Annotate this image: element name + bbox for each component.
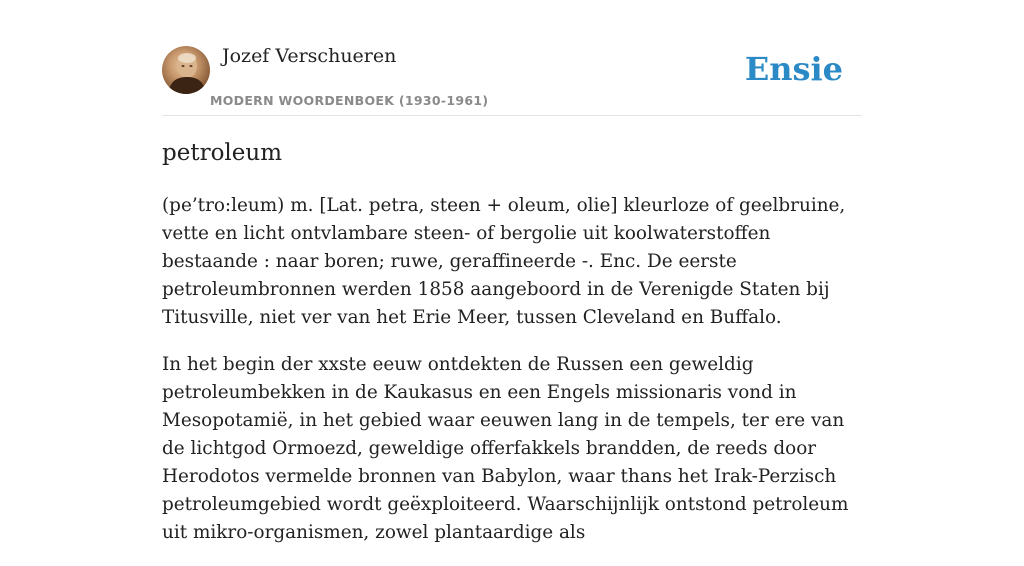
source-label[interactable]: MODERN WOORDENBOEK (1930-1961): [210, 93, 489, 108]
page: [162, 0, 862, 543]
entry-paragraph-1: (pe’tro:leum) m. [Lat. petra, steen + oleum, olie] kleurloze of geelbruine, vette en licht ontvlambare steen- of bergolie uit koolwaterstoffen bestaande : naar boren; ruwe, geraffineerde -. Enc. De eerste petroleumbronnen werden 1858 aangeboord in de Verenigde Staten bij Titusville, niet ver van het Erie Meer, tussen Cleveland en Buffalo.: [162, 195, 846, 328]
entry-term: petroleum: [162, 140, 283, 166]
entry-paragraph-2: In het begin der xxste eeuw ontdekten de Russen een geweldig petroleumbekken in de Kaukasus en een Engels missionaris vond in Mesopotamië, in het gebied waar eeuwen lang in de tempels, ter ere van de lichtgod Ormoezd, geweldige offerfakkels brandden, de reeds door Herodotos vermelde bronnen van Babylon, waar thans het Irak-Perzisch petroleumgebied wordt geëxploiteerd. Waarschijnlijk ontstond petroleum uit mikro-organismen, zowel plantaardige als: [162, 354, 849, 543]
brand-logo[interactable]: Ensie: [744, 50, 843, 88]
header: [162, 0, 862, 116]
avatar[interactable]: [162, 46, 210, 94]
author-name[interactable]: Jozef Verschueren: [222, 45, 397, 67]
author-portrait-icon: [162, 46, 210, 94]
entry-body: [162, 192, 862, 566]
